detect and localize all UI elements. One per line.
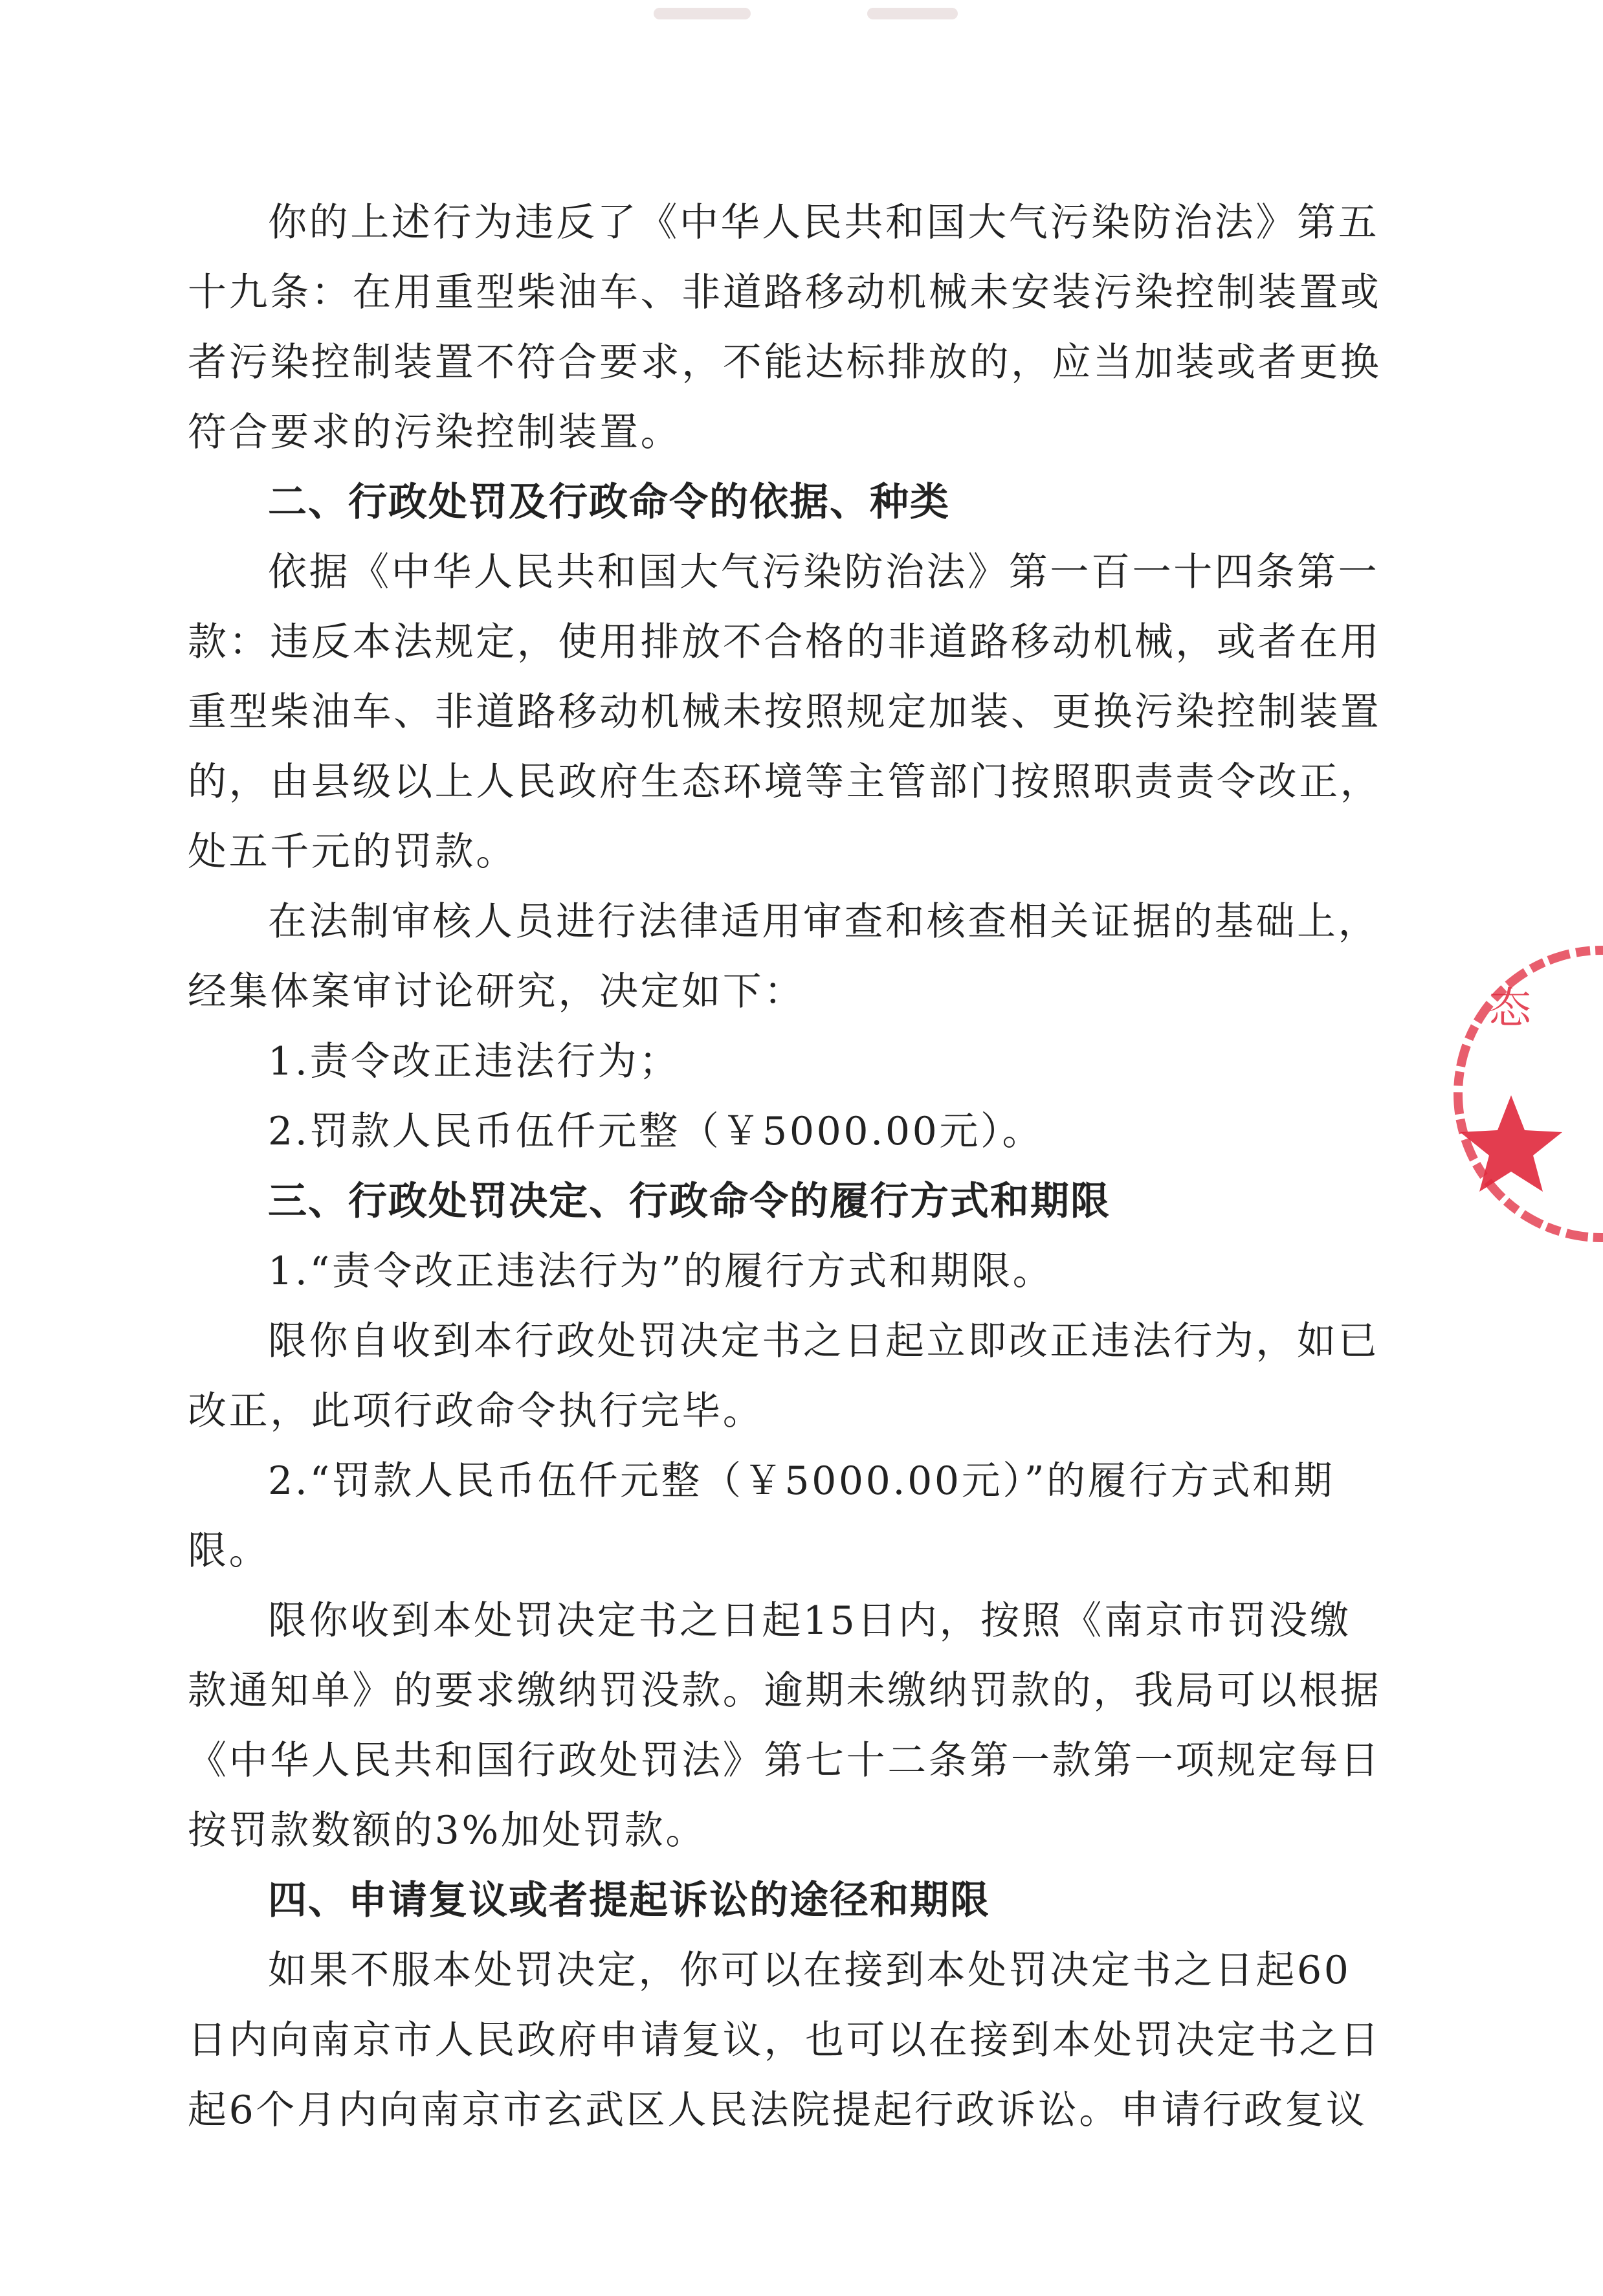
text-line: 款：违反本法规定，使用排放不合格的非道路移动机械，或者在用 [188,619,1382,665]
text-line: 款通知单》的要求缴纳罚没款。逾期未缴纳罚款的，我局可以根据 [188,1668,1382,1713]
text-line: 依据《中华人民共和国大气污染防治法》第一百一十四条第一 [268,550,1380,595]
official-seal-stamp [1440,932,1603,1256]
text-line: 的，由县级以上人民政府生态环境等主管部门按照职责责令改正， [188,759,1382,805]
text-line: 重型柴油车、非道路移动机械未按照规定加装、更换污染控制装置 [188,689,1382,735]
text-line: 《中华人民共和国行政处罚法》第七十二条第一款第一项规定每日 [188,1738,1382,1783]
text-line: 者污染控制装置不符合要求，不能达标排放的，应当加装或者更换 [188,340,1382,385]
text-line: 你的上述行为违反了《中华人民共和国大气污染防治法》第五 [268,200,1380,245]
text-line: 如果不服本处罚决定，你可以在接到本处罚决定书之日起60 [268,1948,1351,1993]
seal-star-icon [1460,1095,1562,1192]
text-line: 1.“责令改正违法行为”的履行方式和期限。 [268,1249,1054,1294]
text-line: 日内向南京市人民政府申请复议，也可以在接到本处罚决定书之日 [188,2018,1382,2063]
scan-mark [867,8,958,19]
text-line: 2.罚款人民币伍仟元整（￥5000.00元）。 [268,1109,1044,1154]
section-heading: 二、行政处罚及行政命令的依据、种类 [268,480,950,525]
text-line: 限你自收到本行政处罚决定书之日起立即改正违法行为，如已 [268,1319,1380,1364]
scan-mark [654,8,751,19]
text-line: 在法制审核人员进行法律适用审查和核查相关证据的基础上， [268,899,1380,944]
text-line: 限你收到本处罚决定书之日起15日内，按照《南京市罚没缴 [268,1598,1351,1644]
text-line: 符合要求的污染控制装置。 [188,410,682,455]
text-line: 起6个月内向南京市玄武区人民法院提起行政诉讼。申请行政复议 [188,2088,1367,2133]
section-heading: 四、申请复议或者提起诉讼的途径和期限 [268,1878,990,1923]
section-heading: 三、行政处罚决定、行政命令的履行方式和期限 [268,1179,1111,1224]
text-line: 限。 [188,1528,271,1574]
text-line: 十九条：在用重型柴油车、非道路移动机械未安装污染控制装置或 [188,270,1382,315]
text-line: 2.“罚款人民币伍仟元整（￥5000.00元）”的履行方式和期 [268,1458,1335,1504]
text-line: 处五千元的罚款。 [188,829,517,875]
text-line: 改正，此项行政命令执行完毕。 [188,1388,764,1434]
text-line: 1.责令改正违法行为； [268,1039,680,1084]
seal-text: 态 [1488,983,1531,1033]
document-body [188,188,1414,2145]
text-line: 按罚款数额的3%加处罚款。 [188,1808,707,1853]
text-line: 经集体案审讨论研究，决定如下： [188,969,805,1014]
